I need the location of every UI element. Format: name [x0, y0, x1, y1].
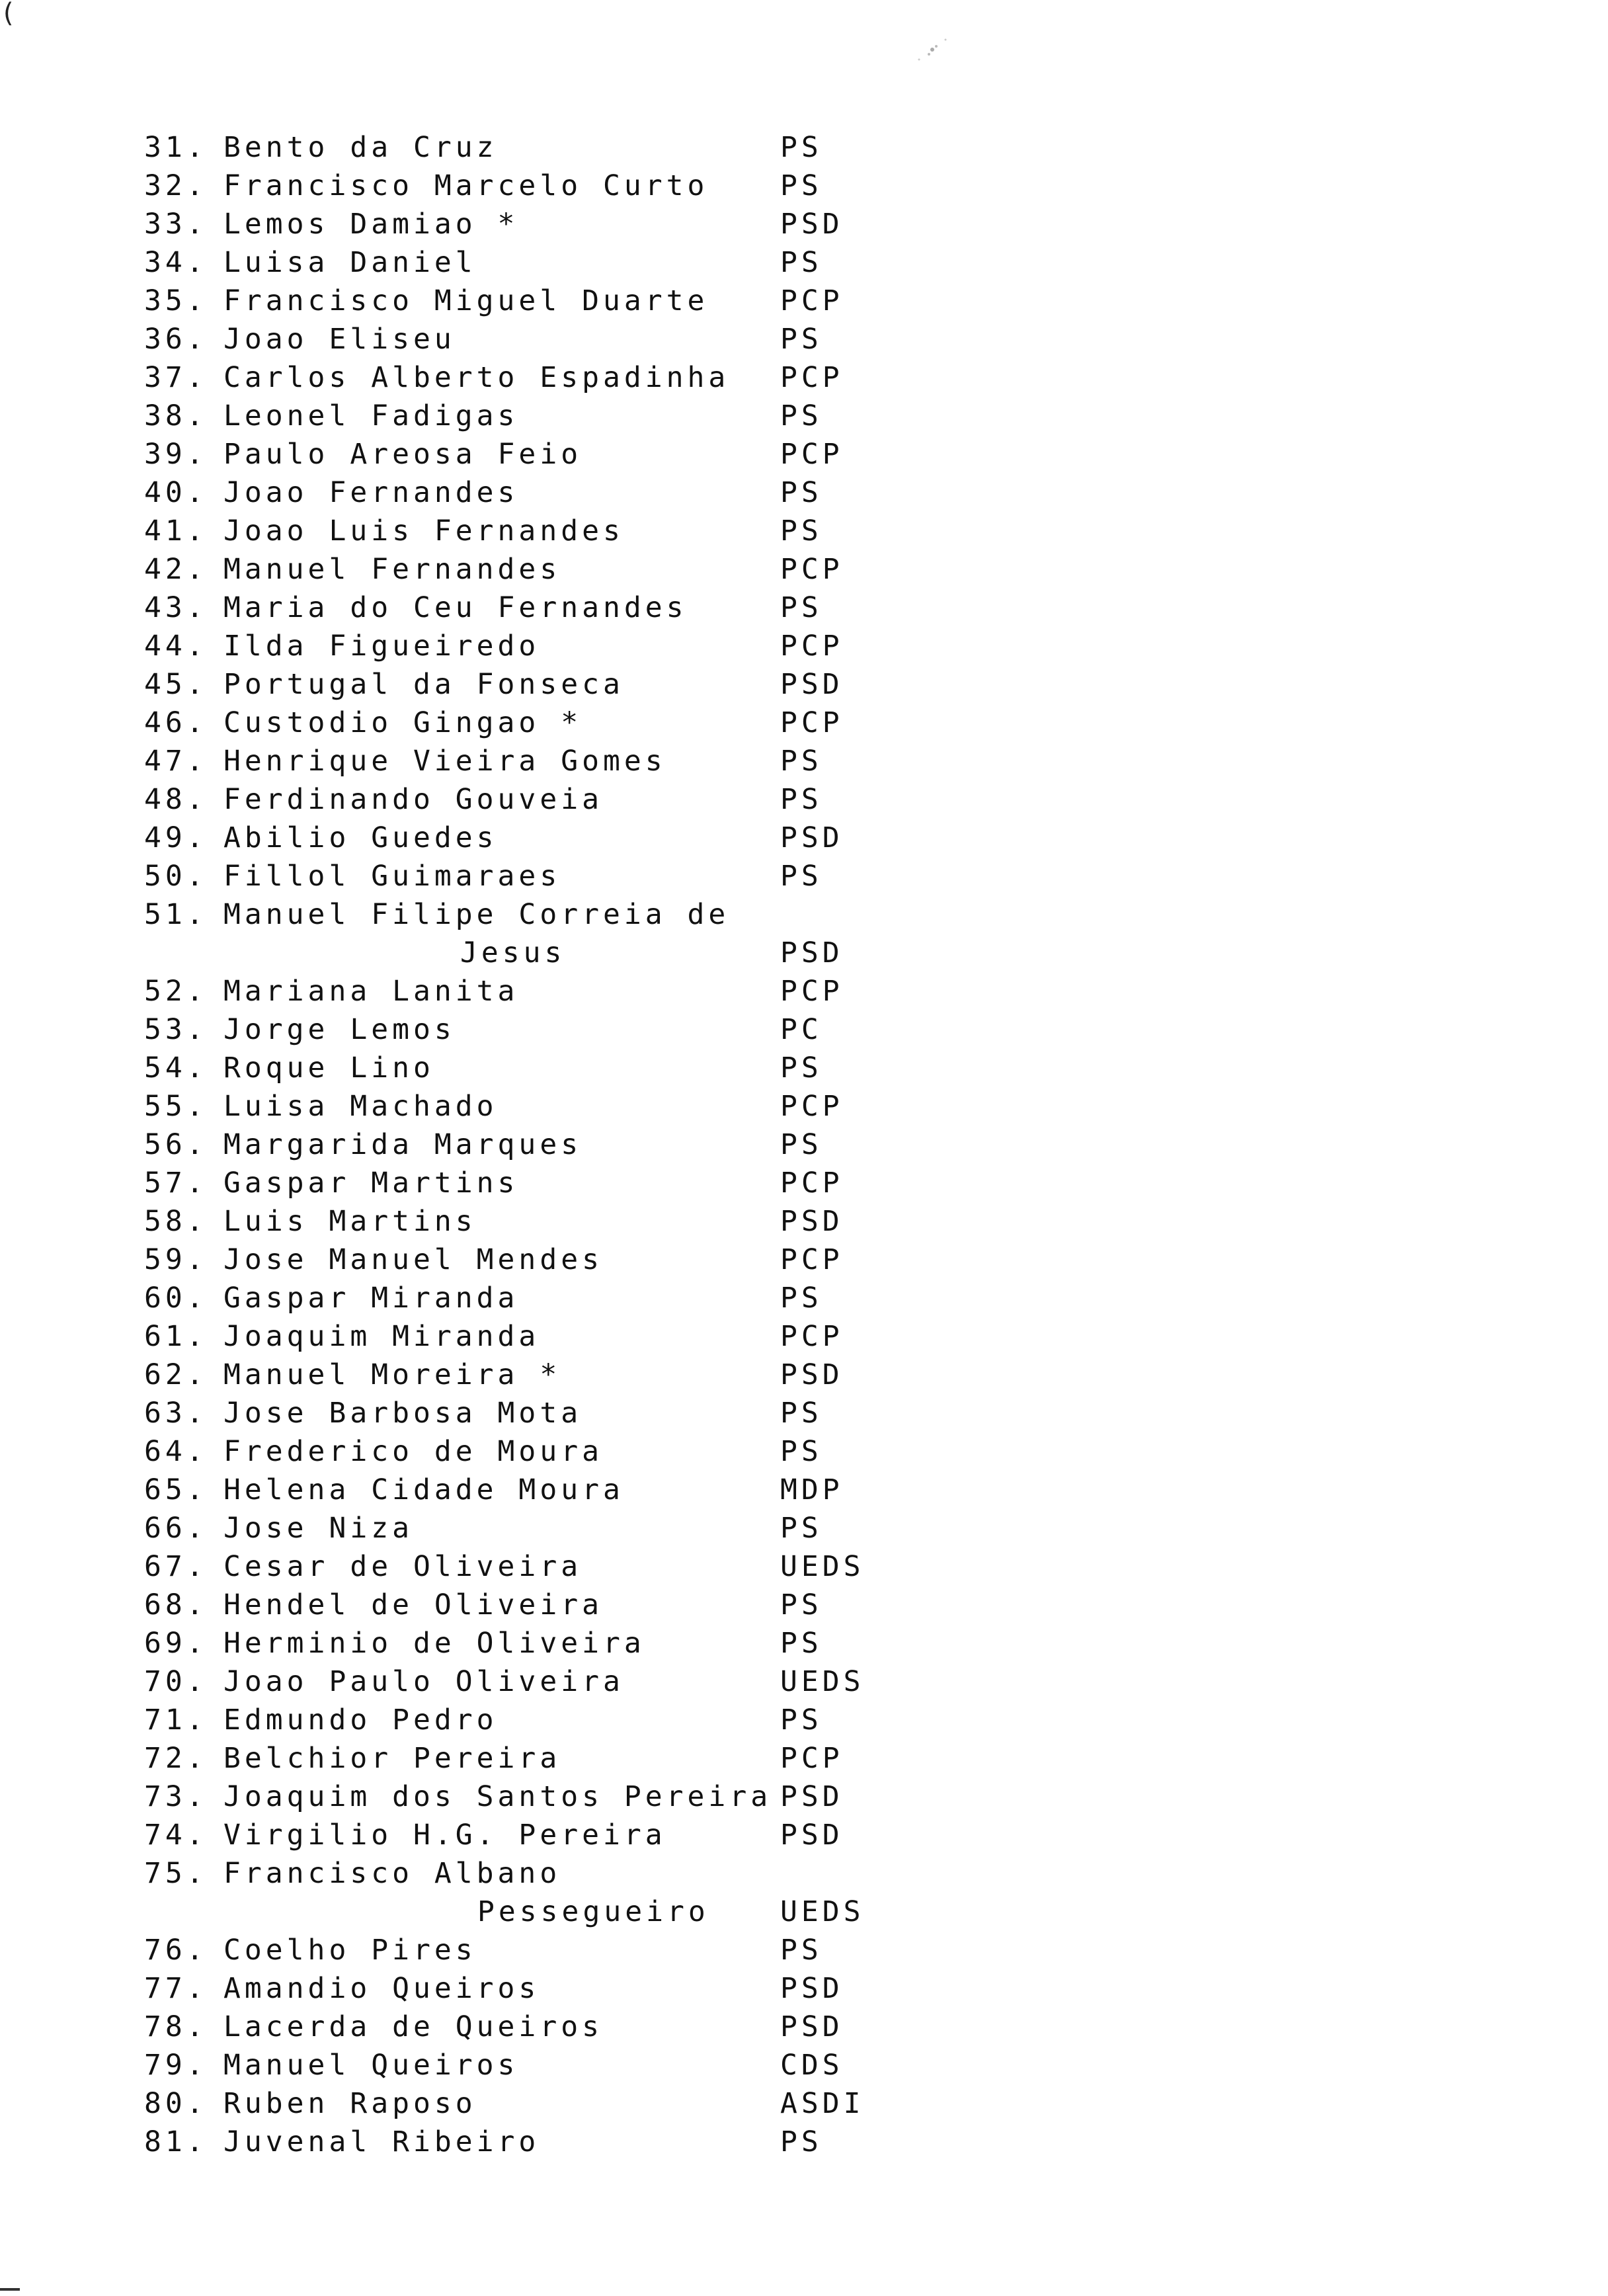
party-code: PCP	[780, 1167, 844, 1200]
party-code: PS	[780, 591, 823, 624]
entry-number: 32.	[144, 169, 208, 202]
deputy-name: Francisco Marcelo Curto	[223, 169, 709, 202]
deputy-name: Bento da Cruz	[223, 131, 498, 164]
entry-number: 45.	[144, 668, 208, 701]
entry-number: 63.	[144, 1397, 208, 1430]
entry-number: 43.	[144, 591, 208, 624]
entry-number: 56.	[144, 1128, 208, 1161]
entry-number: 34.	[144, 246, 208, 279]
party-code: PCP	[780, 1090, 844, 1123]
deputy-name: Joao Luis Fernandes	[223, 514, 624, 548]
party-code: PS	[780, 1934, 823, 1967]
deputy-name: Paulo Areosa Feio	[223, 438, 583, 471]
entry-number: 64.	[144, 1435, 208, 1468]
party-code: PS	[780, 1627, 823, 1660]
entry-number: 65.	[144, 1473, 208, 1506]
entry-number: 72.	[144, 1742, 208, 1775]
party-code: PSD	[780, 668, 844, 701]
entry-number: 62.	[144, 1358, 208, 1391]
deputy-name: Helena Cidade Moura	[223, 1473, 624, 1506]
party-code: PCP	[780, 438, 844, 471]
party-code: PSD	[780, 1819, 844, 1852]
entry-number: 61.	[144, 1320, 208, 1353]
deputy-name: Coelho Pires	[223, 1934, 477, 1967]
entry-number: 33.	[144, 208, 208, 241]
entry-number: 53.	[144, 1013, 208, 1046]
party-code: PSD	[780, 1358, 844, 1391]
entry-number: 40.	[144, 476, 208, 509]
deputy-name: Henrique Vieira Gomes	[223, 745, 666, 778]
deputy-name: Belchior Pereira	[223, 1742, 561, 1775]
deputy-name: Francisco Miguel Duarte	[223, 284, 709, 317]
entry-number: 49.	[144, 821, 208, 854]
entry-number: 54.	[144, 1051, 208, 1085]
deputy-name: Joao Paulo Oliveira	[223, 1665, 624, 1698]
entry-number: 35.	[144, 284, 208, 317]
deputy-name-continuation: Pessegueiro	[477, 1895, 709, 1928]
entry-number: 73.	[144, 1780, 208, 1813]
party-code: CDS	[780, 2049, 844, 2082]
party-code: PSD	[780, 821, 844, 854]
party-code: PSD	[780, 1972, 844, 2005]
entry-number: 59.	[144, 1243, 208, 1276]
party-code: PS	[780, 745, 823, 778]
entry-number: 51.	[144, 898, 208, 931]
scan-speck-decoration	[893, 26, 972, 73]
party-code: PS	[780, 783, 823, 816]
deputy-name: Juvenal Ribeiro	[223, 2125, 540, 2158]
deputy-name: Manuel Fernandes	[223, 553, 561, 586]
entry-number: 41.	[144, 514, 208, 548]
party-code: PS	[780, 1128, 823, 1161]
entry-number: 36.	[144, 323, 208, 356]
party-code: PS	[780, 323, 823, 356]
deputy-name: Luisa Machado	[223, 1090, 498, 1123]
entry-number: 79.	[144, 2049, 208, 2082]
party-code: PS	[780, 1397, 823, 1430]
deputy-name: Lacerda de Queiros	[223, 2010, 603, 2043]
entry-number: 75.	[144, 1857, 208, 1890]
party-code: PS	[780, 1703, 823, 1737]
deputy-name: Abilio Guedes	[223, 821, 498, 854]
deputy-name-continuation: Jesus	[460, 936, 566, 969]
party-code: PS	[780, 476, 823, 509]
deputy-name: Ferdinando Gouveia	[223, 783, 603, 816]
deputy-name: Jose Barbosa Mota	[223, 1397, 583, 1430]
party-code: PSD	[780, 1780, 844, 1813]
deputy-name: Joao Fernandes	[223, 476, 519, 509]
party-code: PS	[780, 1282, 823, 1315]
entry-number: 42.	[144, 553, 208, 586]
deputy-name: Herminio de Oliveira	[223, 1627, 645, 1660]
entry-number: 70.	[144, 1665, 208, 1698]
party-code: PS	[780, 169, 823, 202]
party-code: PCP	[780, 1243, 844, 1276]
entry-number: 80.	[144, 2087, 208, 2120]
entry-number: 81.	[144, 2125, 208, 2158]
deputy-name: Maria do Ceu Fernandes	[223, 591, 688, 624]
deputy-name: Manuel Moreira *	[223, 1358, 561, 1391]
entry-number: 44.	[144, 630, 208, 663]
party-code: PS	[780, 246, 823, 279]
deputy-name: Cesar de Oliveira	[223, 1550, 583, 1583]
party-code: PS	[780, 2125, 823, 2158]
deputy-name: Fillol Guimaraes	[223, 860, 561, 893]
deputy-name: Frederico de Moura	[223, 1435, 603, 1468]
entry-number: 55.	[144, 1090, 208, 1123]
entry-number: 31.	[144, 131, 208, 164]
deputy-name: Amandio Queiros	[223, 1972, 540, 2005]
deputy-name: Joaquim dos Santos Pereira	[223, 1780, 772, 1813]
party-code: PCP	[780, 975, 844, 1008]
entry-number: 67.	[144, 1550, 208, 1583]
bottom-mark	[0, 2288, 20, 2291]
party-code: UEDS	[780, 1665, 865, 1698]
deputy-name: Joao Eliseu	[223, 323, 456, 356]
entry-number: 37.	[144, 361, 208, 394]
party-code: PSD	[780, 936, 844, 969]
deputy-name: Edmundo Pedro	[223, 1703, 498, 1737]
party-code: PS	[780, 399, 823, 432]
entry-number: 39.	[144, 438, 208, 471]
entry-number: 60.	[144, 1282, 208, 1315]
entry-number: 58.	[144, 1205, 208, 1238]
deputy-name: Luis Martins	[223, 1205, 477, 1238]
deputy-name: Francisco Albano	[223, 1857, 561, 1890]
deputy-name: Manuel Queiros	[223, 2049, 519, 2082]
entry-number: 77.	[144, 1972, 208, 2005]
entry-number: 52.	[144, 975, 208, 1008]
party-code: PS	[780, 514, 823, 548]
party-code: PS	[780, 1435, 823, 1468]
deputy-name: Portugal da Fonseca	[223, 668, 624, 701]
deputy-name: Carlos Alberto Espadinha	[223, 361, 730, 394]
party-code: PCP	[780, 284, 844, 317]
entry-number: 38.	[144, 399, 208, 432]
deputy-name: Jose Niza	[223, 1512, 413, 1545]
deputy-name: Mariana Lanita	[223, 975, 519, 1008]
deputy-name: Luisa Daniel	[223, 246, 477, 279]
deputy-name: Jose Manuel Mendes	[223, 1243, 603, 1276]
party-code: PC	[780, 1013, 823, 1046]
entry-number: 46.	[144, 706, 208, 739]
party-code: PS	[780, 1588, 823, 1621]
entry-number: 71.	[144, 1703, 208, 1737]
entry-number: 48.	[144, 783, 208, 816]
entry-number: 74.	[144, 1819, 208, 1852]
party-code: PS	[780, 1512, 823, 1545]
deputy-name: Custodio Gingao *	[223, 706, 583, 739]
party-code: PS	[780, 1051, 823, 1085]
party-code: UEDS	[780, 1895, 865, 1928]
deputy-name: Margarida Marques	[223, 1128, 583, 1161]
deputy-name: Jorge Lemos	[223, 1013, 456, 1046]
entry-number: 47.	[144, 745, 208, 778]
party-code: UEDS	[780, 1550, 865, 1583]
deputy-name: Ilda Figueiredo	[223, 630, 540, 663]
deputy-name: Hendel de Oliveira	[223, 1588, 603, 1621]
entry-number: 69.	[144, 1627, 208, 1660]
party-code: PS	[780, 860, 823, 893]
party-code: MDP	[780, 1473, 844, 1506]
corner-mark: (	[0, 0, 17, 28]
entry-number: 76.	[144, 1934, 208, 1967]
party-code: PS	[780, 131, 823, 164]
deputy-name: Gaspar Miranda	[223, 1282, 519, 1315]
entry-number: 50.	[144, 860, 208, 893]
party-code: ASDI	[780, 2087, 865, 2120]
party-code: PSD	[780, 208, 844, 241]
deputy-name: Joaquim Miranda	[223, 1320, 540, 1353]
party-code: PCP	[780, 553, 844, 586]
deputy-name: Roque Lino	[223, 1051, 434, 1085]
deputy-name: Manuel Filipe Correia de	[223, 898, 730, 931]
party-code: PCP	[780, 1742, 844, 1775]
entry-number: 57.	[144, 1167, 208, 1200]
party-code: PCP	[780, 361, 844, 394]
entry-number: 68.	[144, 1588, 208, 1621]
party-code: PCP	[780, 706, 844, 739]
entry-number: 66.	[144, 1512, 208, 1545]
deputy-name: Gaspar Martins	[223, 1167, 519, 1200]
deputy-name: Virgilio H.G. Pereira	[223, 1819, 666, 1852]
party-code: PSD	[780, 1205, 844, 1238]
party-code: PCP	[780, 630, 844, 663]
entry-number: 78.	[144, 2010, 208, 2043]
party-code: PSD	[780, 2010, 844, 2043]
deputy-name: Ruben Raposo	[223, 2087, 477, 2120]
party-code: PCP	[780, 1320, 844, 1353]
deputy-name: Leonel Fadigas	[223, 399, 519, 432]
deputy-name: Lemos Damiao *	[223, 208, 519, 241]
